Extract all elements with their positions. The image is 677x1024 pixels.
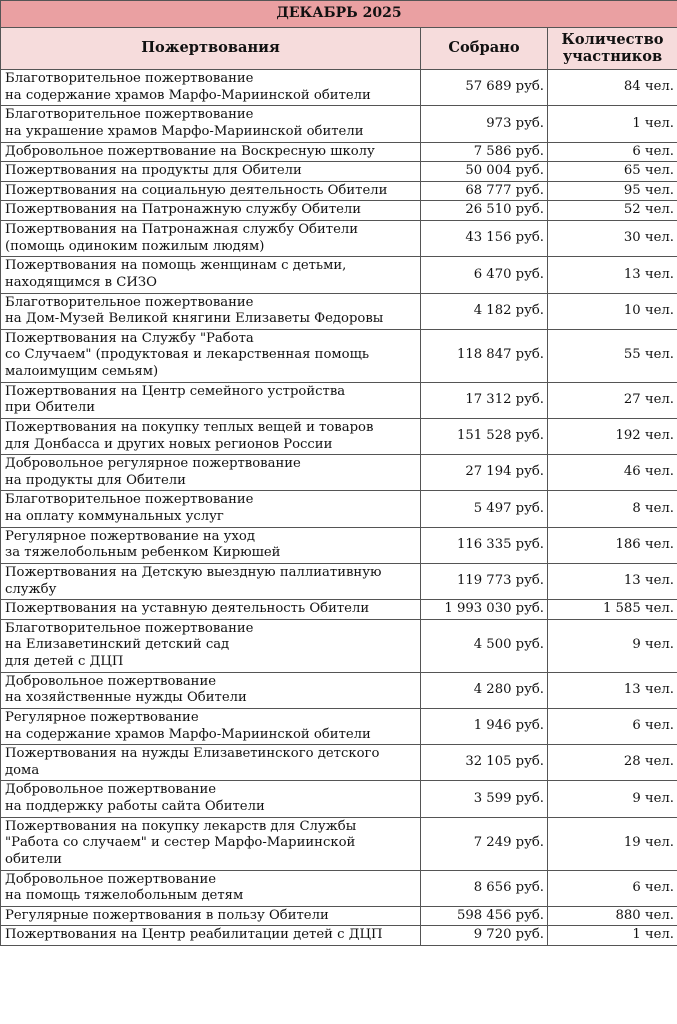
table-row — [1, 781, 677, 817]
row-collected-cell: 4 182 руб. — [421, 293, 548, 329]
column-header-participants: Количество участников — [548, 28, 677, 70]
row-participants-cell: 13 чел. — [548, 563, 677, 599]
table-row — [1, 181, 677, 201]
table-row — [1, 382, 677, 418]
table-row — [1, 201, 677, 221]
table-row — [1, 491, 677, 527]
table-row — [1, 870, 677, 906]
row-participants-cell: 95 чел. — [548, 181, 677, 201]
donations-table-body — [1, 70, 677, 946]
table-row — [1, 455, 677, 491]
row-name-cell: Пожертвования на покупку теплых вещей и товаров для Донбасса и других новых регионов России — [1, 418, 421, 454]
row-participants-cell: 65 чел. — [548, 162, 677, 182]
table-row — [1, 619, 677, 672]
row-participants-cell: 19 чел. — [548, 817, 677, 870]
row-participants-cell: 192 чел. — [548, 418, 677, 454]
table-row — [1, 527, 677, 563]
row-collected-cell: 26 510 руб. — [421, 201, 548, 221]
row-collected-cell: 7 249 руб. — [421, 817, 548, 870]
row-participants-cell: 8 чел. — [548, 491, 677, 527]
row-name-cell: Благотворительное пожертвование на Елизаветинский детский сад для детей с ДЦП — [1, 619, 421, 672]
row-participants-cell: 55 чел. — [548, 329, 677, 382]
row-name-cell: Пожертвования на покупку лекарств для Службы "Работа со случаем" и сестер Марфо-Мариинской обители — [1, 817, 421, 870]
row-collected-cell: 5 497 руб. — [421, 491, 548, 527]
row-participants-cell: 186 чел. — [548, 527, 677, 563]
row-name-cell: Пожертвования на Службу "Работа со Случаем" (продуктовая и лекарственная помощь малоимущим семьям) — [1, 329, 421, 382]
row-name-cell: Пожертвования на социальную деятельность Обители — [1, 181, 421, 201]
table-row — [1, 257, 677, 293]
row-name-cell: Благотворительное пожертвование на Дом-Музей Великой княгини Елизаветы Федоровы — [1, 293, 421, 329]
table-row — [1, 926, 677, 946]
table-row — [1, 672, 677, 708]
row-name-cell: Добровольное пожертвование на помощь тяжелобольным детям — [1, 870, 421, 906]
row-participants-cell: 13 чел. — [548, 257, 677, 293]
row-name-cell: Пожертвования на помощь женщинам с детьми, находящимся в СИЗО — [1, 257, 421, 293]
row-name-cell: Благотворительное пожертвование на оплату коммунальных услуг — [1, 491, 421, 527]
row-collected-cell: 598 456 руб. — [421, 906, 548, 926]
row-collected-cell: 57 689 руб. — [421, 70, 548, 106]
row-participants-cell: 27 чел. — [548, 382, 677, 418]
row-name-cell: Добровольное пожертвование на поддержку работы сайта Обители — [1, 781, 421, 817]
row-name-cell: Добровольное регулярное пожертвование на продукты для Обители — [1, 455, 421, 491]
column-header-donations: Пожертвования — [1, 28, 421, 70]
row-participants-cell: 52 чел. — [548, 201, 677, 221]
row-collected-cell: 1 946 руб. — [421, 708, 548, 744]
row-name-cell: Регулярные пожертвования в пользу Обители — [1, 906, 421, 926]
month-title-row — [1, 1, 677, 28]
row-name-cell: Благотворительное пожертвование на украшение храмов Марфо-Мариинской обители — [1, 106, 421, 142]
row-collected-cell: 119 773 руб. — [421, 563, 548, 599]
table-row — [1, 563, 677, 599]
row-collected-cell: 118 847 руб. — [421, 329, 548, 382]
row-participants-cell: 9 чел. — [548, 619, 677, 672]
row-collected-cell: 32 105 руб. — [421, 745, 548, 781]
row-collected-cell: 4 280 руб. — [421, 672, 548, 708]
row-collected-cell: 3 599 руб. — [421, 781, 548, 817]
row-name-cell: Регулярное пожертвование на уход за тяжелобольным ребенком Кирюшей — [1, 527, 421, 563]
row-name-cell: Добровольное пожертвование на Воскресную школу — [1, 142, 421, 162]
row-participants-cell: 6 чел. — [548, 142, 677, 162]
row-name-cell: Пожертвования на Детскую выездную паллиативную службу — [1, 563, 421, 599]
row-name-cell: Пожертвования на Центр семейного устройства при Обители — [1, 382, 421, 418]
table-row — [1, 708, 677, 744]
table-row — [1, 293, 677, 329]
row-name-cell: Пожертвования на продукты для Обители — [1, 162, 421, 182]
row-collected-cell: 8 656 руб. — [421, 870, 548, 906]
column-header-row — [1, 28, 677, 70]
row-participants-cell: 9 чел. — [548, 781, 677, 817]
row-participants-cell: 1 чел. — [548, 106, 677, 142]
row-collected-cell: 17 312 руб. — [421, 382, 548, 418]
row-collected-cell: 1 993 030 руб. — [421, 600, 548, 620]
row-name-cell: Добровольное пожертвование на хозяйственные нужды Обители — [1, 672, 421, 708]
row-participants-cell: 6 чел. — [548, 870, 677, 906]
row-participants-cell: 1 чел. — [548, 926, 677, 946]
row-collected-cell: 6 470 руб. — [421, 257, 548, 293]
row-participants-cell: 30 чел. — [548, 221, 677, 257]
row-collected-cell: 68 777 руб. — [421, 181, 548, 201]
row-collected-cell: 116 335 руб. — [421, 527, 548, 563]
row-participants-cell: 28 чел. — [548, 745, 677, 781]
table-row — [1, 745, 677, 781]
row-collected-cell: 43 156 руб. — [421, 221, 548, 257]
column-header-collected: Собрано — [421, 28, 548, 70]
row-participants-cell: 880 чел. — [548, 906, 677, 926]
row-name-cell: Пожертвования на уставную деятельность Обители — [1, 600, 421, 620]
row-participants-cell: 13 чел. — [548, 672, 677, 708]
row-participants-cell: 46 чел. — [548, 455, 677, 491]
row-collected-cell: 4 500 руб. — [421, 619, 548, 672]
row-collected-cell: 973 руб. — [421, 106, 548, 142]
row-name-cell: Пожертвования на Патронажная службу Обители (помощь одиноким пожилым людям) — [1, 221, 421, 257]
table-row — [1, 600, 677, 620]
table-row — [1, 329, 677, 382]
table-row — [1, 221, 677, 257]
table-row — [1, 70, 677, 106]
row-name-cell: Пожертвования на Патронажную службу Обители — [1, 201, 421, 221]
row-collected-cell: 7 586 руб. — [421, 142, 548, 162]
table-row — [1, 142, 677, 162]
table-row — [1, 418, 677, 454]
row-participants-cell: 6 чел. — [548, 708, 677, 744]
row-collected-cell: 151 528 руб. — [421, 418, 548, 454]
table-row — [1, 162, 677, 182]
table-row — [1, 817, 677, 870]
row-collected-cell: 9 720 руб. — [421, 926, 548, 946]
row-participants-cell: 1 585 чел. — [548, 600, 677, 620]
month-title: ДЕКАБРЬ 2025 — [1, 1, 677, 28]
row-participants-cell: 10 чел. — [548, 293, 677, 329]
row-name-cell: Регулярное пожертвование на содержание храмов Марфо-Мариинской обители — [1, 708, 421, 744]
row-collected-cell: 50 004 руб. — [421, 162, 548, 182]
row-name-cell: Пожертвования на Центр реабилитации детей с ДЦП — [1, 926, 421, 946]
table-row — [1, 906, 677, 926]
row-participants-cell: 84 чел. — [548, 70, 677, 106]
row-collected-cell: 27 194 руб. — [421, 455, 548, 491]
row-name-cell: Благотворительное пожертвование на содержание храмов Марфо-Мариинской обители — [1, 70, 421, 106]
table-row — [1, 106, 677, 142]
row-name-cell: Пожертвования на нужды Елизаветинского детского дома — [1, 745, 421, 781]
